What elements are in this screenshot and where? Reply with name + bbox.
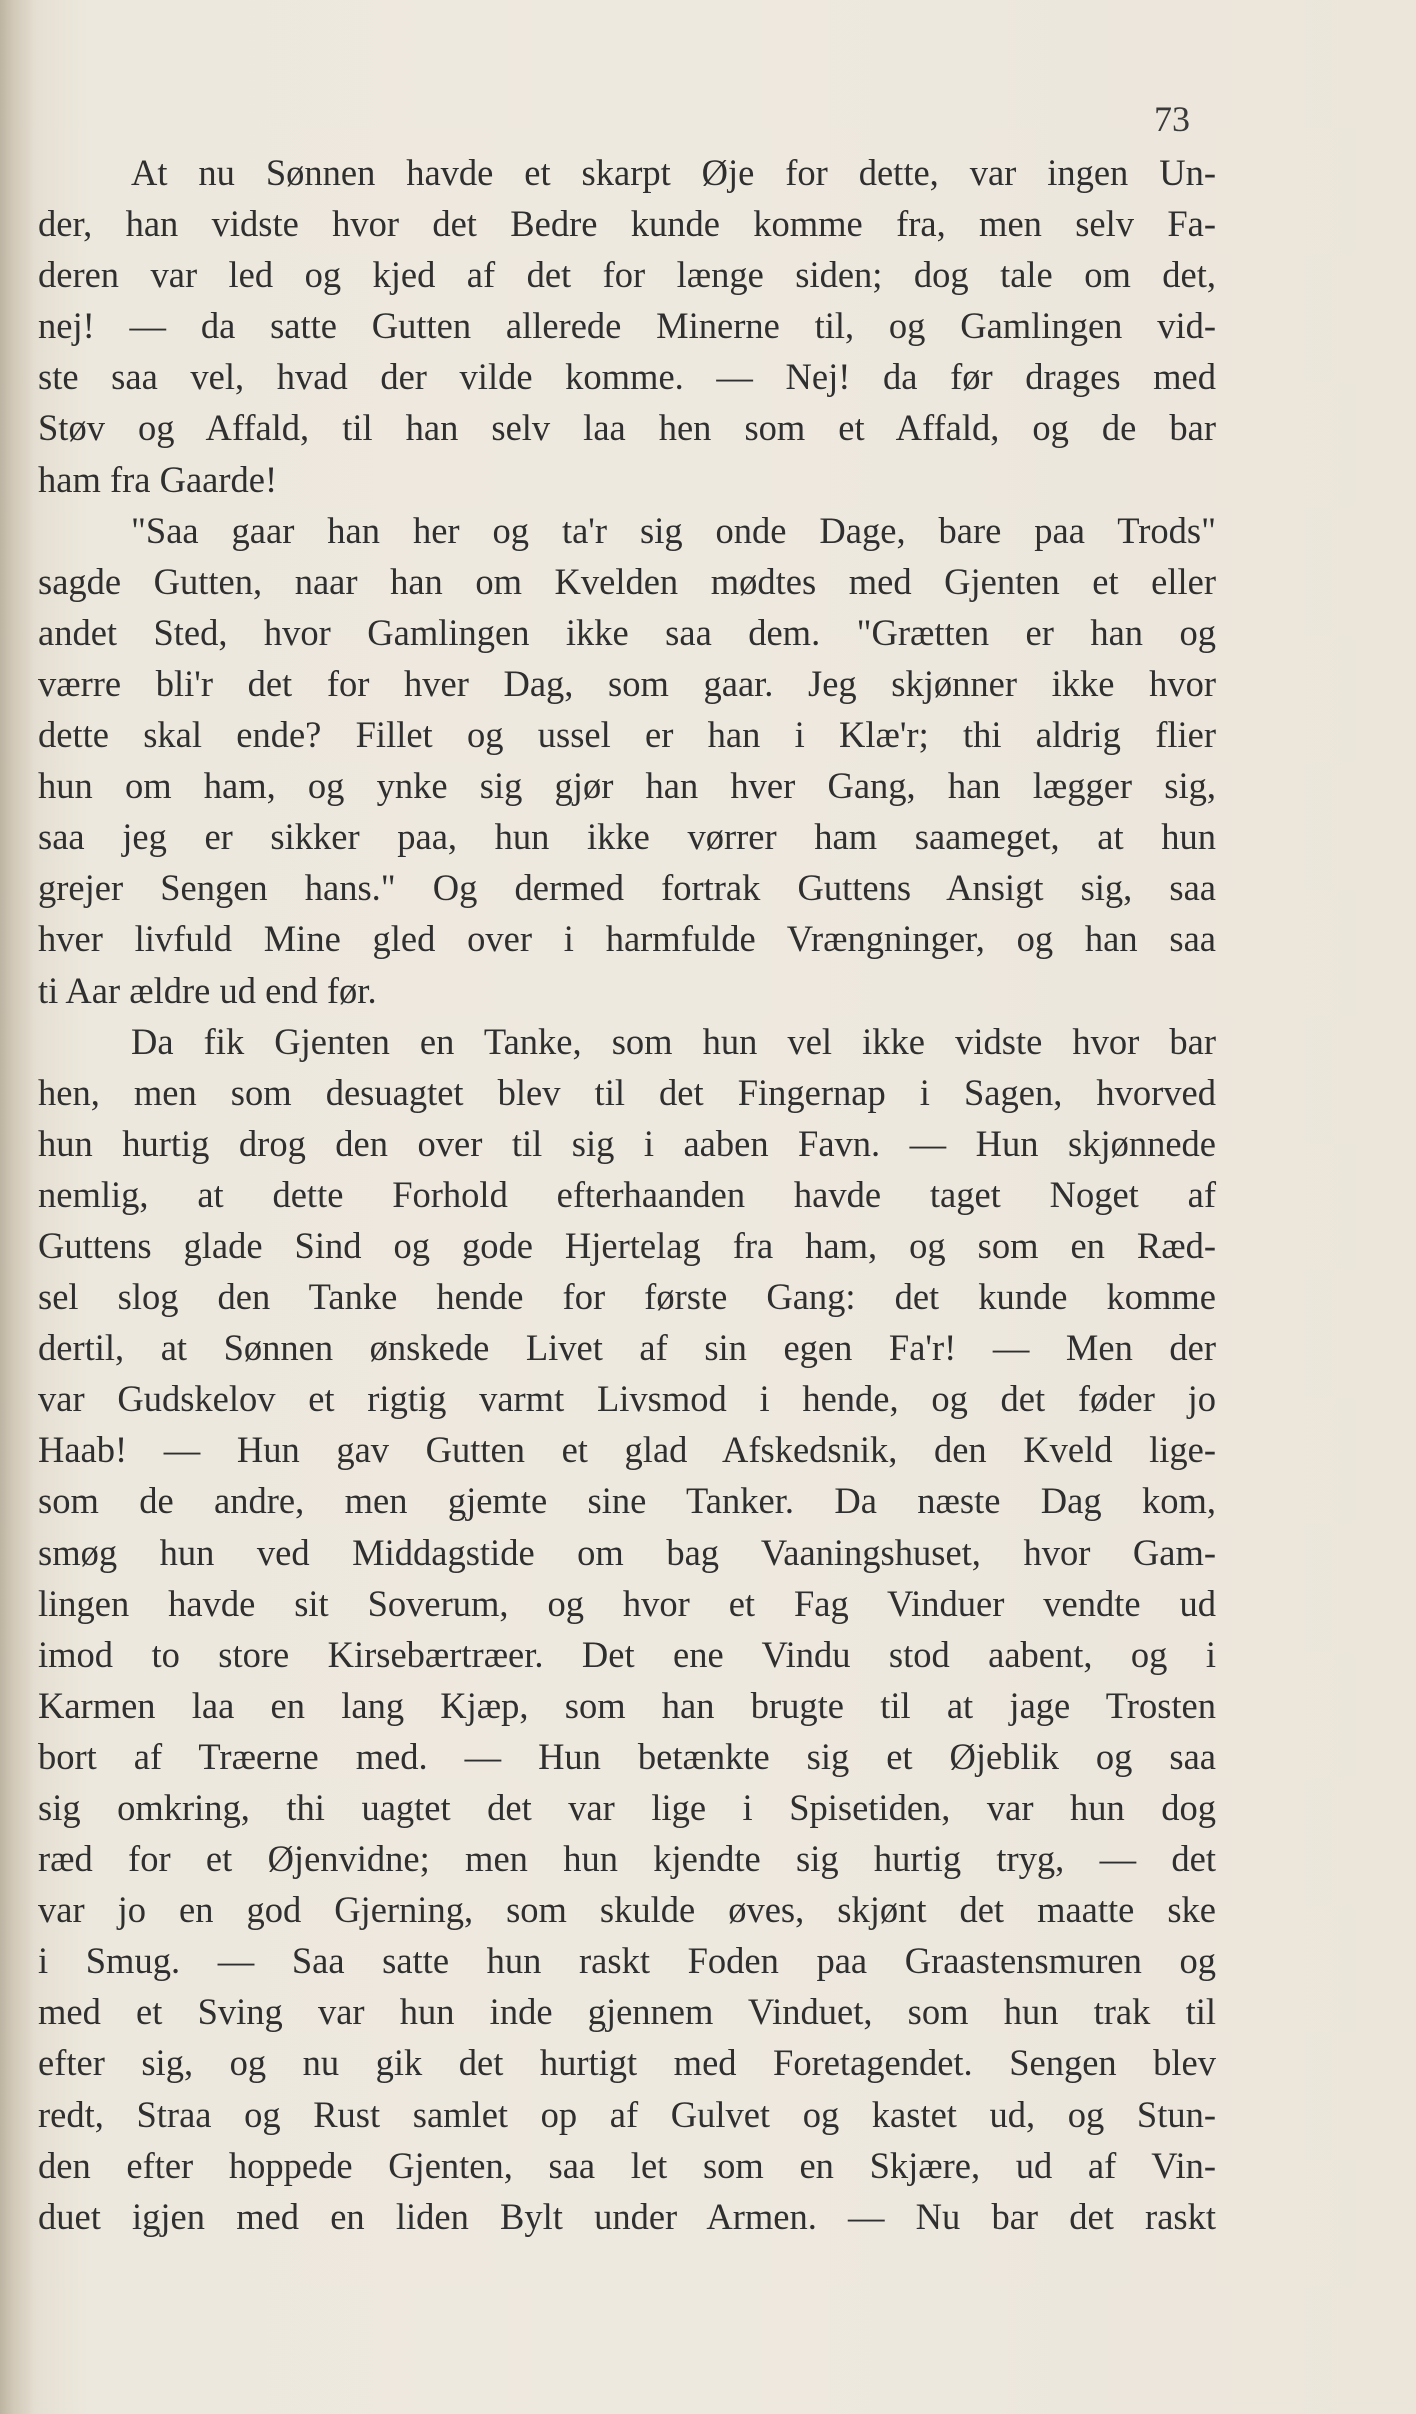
- text-line: sig omkring, thi uagtet det var lige i Spisetiden, var hun dog: [38, 1787, 1216, 1828]
- text-line: den efter hoppede Gjenten, saa let som en Skjære, ud af Vin-: [38, 2144, 1216, 2186]
- text-line: duet igjen med en liden Bylt under Armen. — Nu bar det raskt: [38, 2195, 1216, 2237]
- text-line: bort af Træerne med. — Hun betænkte sig et Øjeblik og saa: [38, 1735, 1216, 1777]
- binding-gutter-shadow: [0, 0, 34, 2414]
- text-line: Støv og Affald, til han selv laa hen som et Affald, og de bar: [38, 407, 1216, 449]
- text-line: andet Sted, hvor Gamlingen ikke saa dem. "Grætten er han og: [38, 611, 1216, 653]
- text-line: sagde Gutten, naar han om Kvelden mødtes med Gjenten et eller: [38, 560, 1216, 602]
- text-line: nemlig, at dette Forhold efterhaanden havde taget Noget af: [38, 1173, 1216, 1215]
- body-text: [38, 147, 1216, 2242]
- text-line: hun om ham, og ynke sig gjør han hver Gang, han lægger sig,: [38, 765, 1216, 807]
- text-line: Da fik Gjenten en Tanke, som hun vel ikke vidste hvor bar: [131, 1020, 1216, 1062]
- text-line: dertil, at Sønnen ønskede Livet af sin egen Fa'r! — Men der: [38, 1327, 1216, 1369]
- text-line: "Saa gaar han her og ta'r sig onde Dage, bare paa Trods": [131, 509, 1216, 551]
- text-line: Haab! — Hun gav Gutten et glad Afskedsnik, den Kveld lige-: [38, 1429, 1216, 1471]
- text-line: værre bli'r det for hver Dag, som gaar. Jeg skjønner ikke hvor: [38, 662, 1216, 704]
- text-line: ste saa vel, hvad der vilde komme. — Nej! da før drages med: [38, 356, 1216, 398]
- text-line: hen, men som desuagtet blev til det Fingernap i Sagen, hvorved: [38, 1071, 1216, 1113]
- text-line: lingen havde sit Soverum, og hvor et Fag Vinduer vendte ud: [38, 1582, 1216, 1624]
- text-line: hun hurtig drog den over til sig i aaben Favn. — Hun skjønnede: [38, 1122, 1216, 1164]
- text-line: som de andre, men gjemte sine Tanker. Da næste Dag kom,: [38, 1480, 1216, 1522]
- text-line: deren var led og kjed af det for længe siden; dog tale om det,: [38, 254, 1216, 296]
- text-line: var jo en god Gjerning, som skulde øves, skjønt det maatte ske: [38, 1889, 1216, 1931]
- text-line: var Gudskelov et rigtig varmt Livsmod i hende, og det føder jo: [38, 1378, 1216, 1420]
- text-line: Karmen laa en lang Kjæp, som han brugte til at jage Trosten: [38, 1684, 1216, 1726]
- text-line: grejer Sengen hans." Og dermed fortrak Guttens Ansigt sig, saa: [38, 867, 1216, 909]
- text-line: Guttens glade Sind og gode Hjertelag fra ham, og som en Ræd-: [38, 1224, 1216, 1266]
- text-line: sel slog den Tanke hende for første Gang: det kunde komme: [38, 1276, 1216, 1318]
- text-line: nej! — da satte Gutten allerede Minerne til, og Gamlingen vid-: [38, 305, 1216, 347]
- text-line: ti Aar ældre ud end før.: [38, 969, 377, 1011]
- text-line: der, han vidste hvor det Bedre kunde komme fra, men selv Fa-: [38, 203, 1216, 245]
- text-line: saa jeg er sikker paa, hun ikke vørrer ham saameget, at hun: [38, 816, 1216, 858]
- text-line: smøg hun ved Middagstide om bag Vaaningshuset, hvor Gam-: [38, 1531, 1216, 1573]
- text-line: dette skal ende? Fillet og ussel er han i Klæ'r; thi aldrig flier: [38, 714, 1216, 756]
- page-number: 73: [1154, 99, 1190, 139]
- text-line: ræd for et Øjenvidne; men hun kjendte sig hurtig tryg, — det: [38, 1838, 1216, 1880]
- text-line: imod to store Kirsebærtræer. Det ene Vindu stod aabent, og i: [38, 1633, 1216, 1675]
- text-line: At nu Sønnen havde et skarpt Øje for dette, var ingen Un-: [131, 152, 1216, 193]
- text-line: med et Sving var hun inde gjennem Vinduet, som hun trak til: [38, 1991, 1216, 2033]
- text-line: hver livfuld Mine gled over i harmfulde Vrængninger, og han saa: [38, 918, 1216, 960]
- text-line: redt, Straa og Rust samlet op af Gulvet og kastet ud, og Stun-: [38, 2093, 1216, 2135]
- text-line: efter sig, og nu gik det hurtigt med Foretagendet. Sengen blev: [38, 2042, 1216, 2084]
- text-line: i Smug. — Saa satte hun raskt Foden paa Graastensmuren og: [38, 1940, 1216, 1982]
- text-line: ham fra Gaarde!: [38, 458, 278, 500]
